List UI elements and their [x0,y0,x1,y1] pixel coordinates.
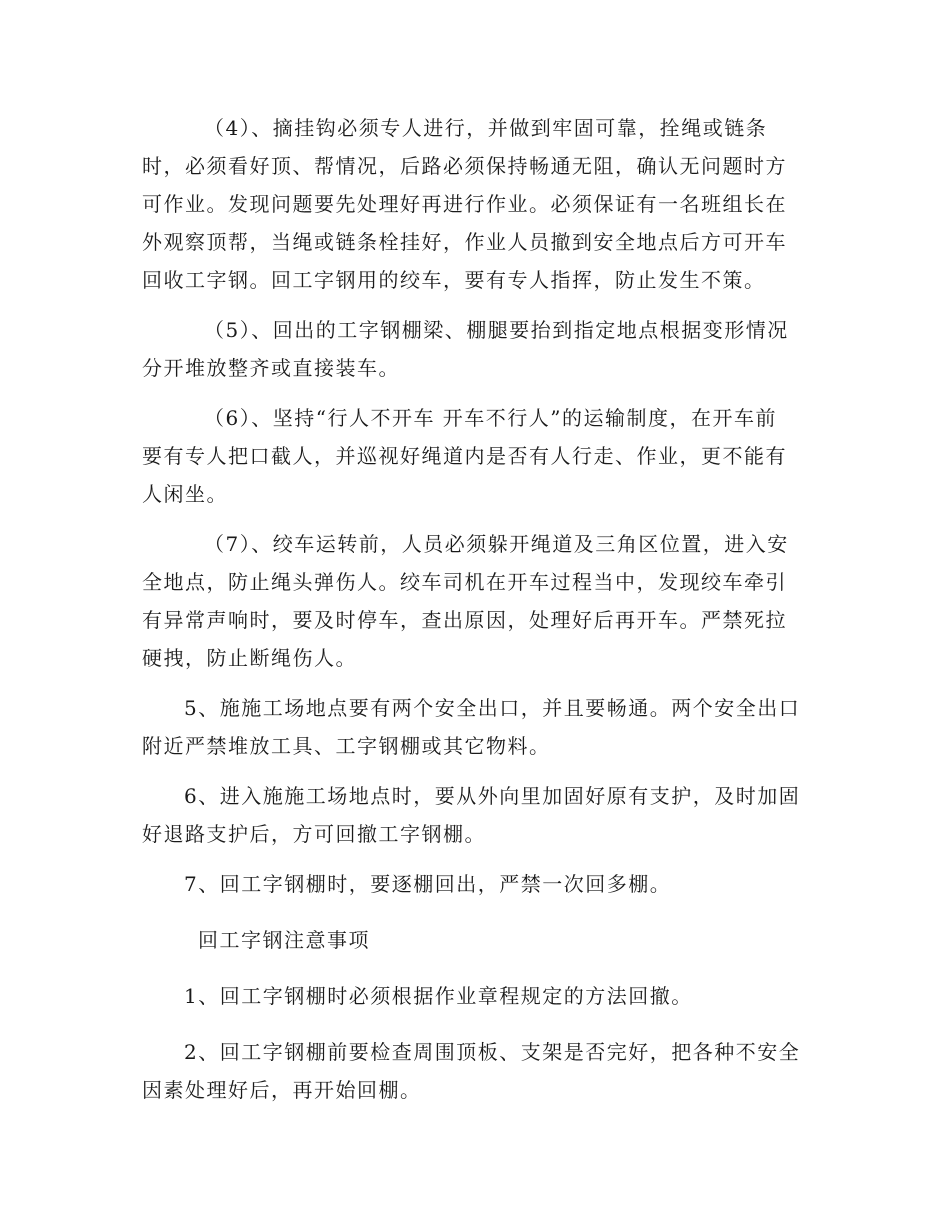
numbered-item-6 [142,777,810,853]
paragraph-line: 附近严禁堆放工具、工字钢棚或其它物料。 [142,734,551,758]
paragraph-line: 分开堆放整齐或直接装车。 [142,356,400,380]
paragraph-line: 回收工字钢。回工字钢用的绞车，要有专人指挥，防止发生不策。 [142,268,766,292]
paragraph-line: 2、回工字钢棚前要检查周围顶板、支架是否完好，把各种不安全 [184,1040,801,1064]
caution-item-1 [142,977,810,1015]
paragraph-line: 全地点，防止绳头弹伤人。绞车司机在开车过程当中，发现绞车牵引 [142,570,787,594]
paragraph-line: 6、进入施施工场地点时，要从外向里加固好原有支护，及时加固 [184,784,801,808]
paragraph-line: 好退路支护后，方可回撤工字钢棚。 [142,822,486,846]
caution-item-2 [142,1033,810,1109]
heading-text: 回工字钢注意事项 [198,928,370,952]
paragraph-line: 要有专人把口截人，并巡视好绳道内是否有人行走、作业，更不能有 [142,444,787,468]
paragraph-line: 因素处理好后，再开始回棚。 [142,1078,422,1102]
paragraph-line: （6）、坚持“行人不开车 开车不行人”的运输制度，在开车前 [204,406,778,430]
paragraph-line: 有异常声响时，要及时停车，查出原因，处理好后再开车。严禁死拉 [142,608,787,632]
paragraph-line: （4）、摘挂钩必须专人进行，并做到牢固可靠，拴绳或链条 [204,116,768,140]
paragraph-line: 1、回工字钢棚时必须根据作业章程规定的方法回撤。 [184,984,693,1008]
paragraph-line: 5、施施工场地点要有两个安全出口，并且要畅通。两个安全出口 [184,696,801,720]
paragraph-item-6 [142,399,810,513]
paragraph-line: 硬拽，防止断绳伤人。 [142,646,357,670]
paragraph-line: 7、回工字钢棚时，要逐棚回出，严禁一次回多棚。 [184,872,672,896]
paragraph-item-5 [142,311,810,387]
numbered-item-5 [142,689,810,765]
paragraph-item-4 [142,109,810,299]
paragraph-item-7 [142,525,810,677]
paragraph-line: （5）、回出的工字钢棚梁、棚腿要抬到指定地点根据变形情况 [204,318,789,342]
paragraph-line: （7）、绞车运转前，人员必须躲开绳道及三角区位置，进入安 [204,532,789,556]
paragraph-line: 时，必须看好顶、帮情况，后路必须保持畅通无阻，确认无问题时方 [142,154,787,178]
numbered-item-7 [142,865,810,903]
paragraph-line: 可作业。发现问题要先处理好再进行作业。必须保证有一名班组长在 [142,192,787,216]
section-heading [142,921,810,959]
paragraph-line: 人闲坐。 [142,482,228,506]
paragraph-line: 外观察顶帮，当绳或链条栓挂好，作业人员撤到安全地点后方可开车 [142,230,787,254]
